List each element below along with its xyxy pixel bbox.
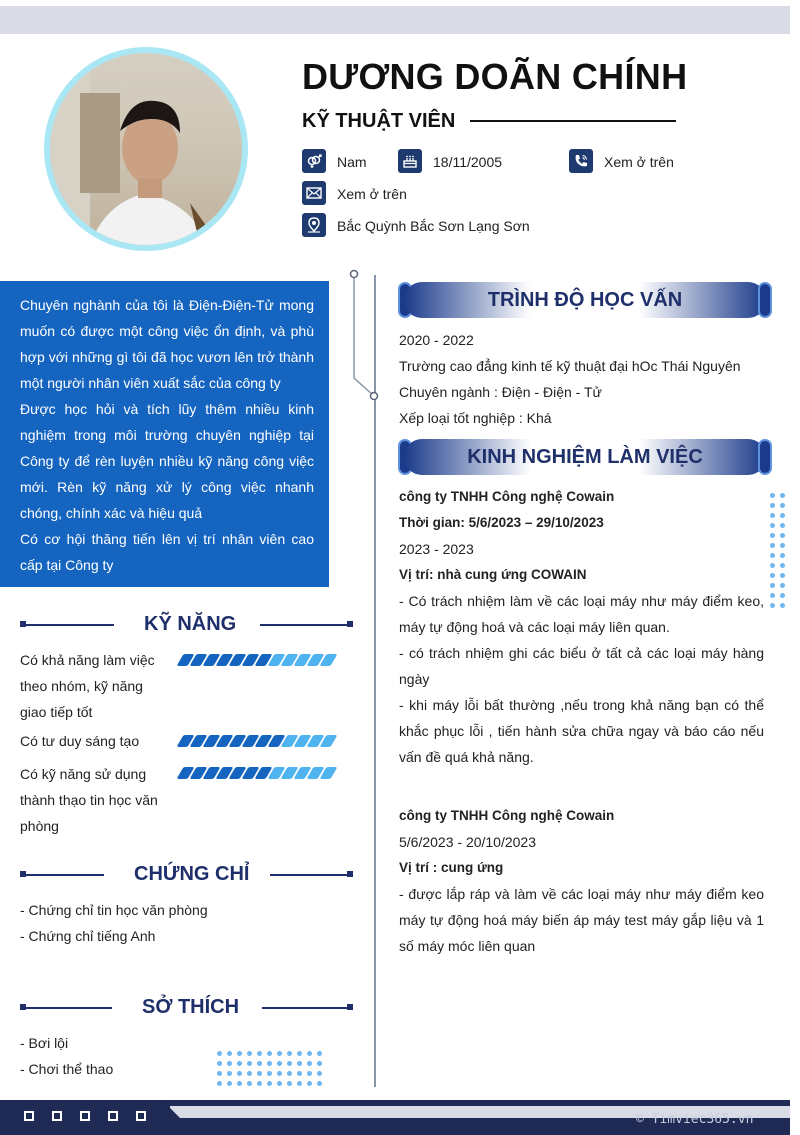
address-value: Bắc Quỳnh Bắc Sơn Lạng Sơn <box>337 218 530 234</box>
decorative-dot <box>237 1081 242 1086</box>
footer-square <box>108 1111 118 1121</box>
decorative-dot <box>217 1051 222 1056</box>
footer-notch <box>140 1098 180 1122</box>
footer-square <box>136 1111 146 1121</box>
skill-level-bar <box>180 767 334 779</box>
decorative-dot <box>317 1071 322 1076</box>
certificate-item: - Chứng chỉ tiếng Anh <box>20 928 156 944</box>
decorative-dot <box>277 1081 282 1086</box>
job-period: 2023 - 2023 <box>399 541 474 557</box>
email-value: Xem ở trên <box>337 186 407 202</box>
gender-icon <box>302 149 326 173</box>
watermark: © Timviec365.vn <box>636 1112 754 1127</box>
section-divider <box>270 874 350 876</box>
phone-icon <box>569 149 593 173</box>
decorative-dot <box>257 1071 262 1076</box>
decorative-dot <box>780 493 785 498</box>
banner-cap-right <box>758 282 772 318</box>
footer-squares <box>24 1111 146 1121</box>
decorative-dot <box>770 513 775 518</box>
decorative-dot <box>267 1071 272 1076</box>
section-marker <box>347 1004 353 1010</box>
section-divider <box>24 1007 112 1009</box>
skill-label: Có kỹ năng sử dụng thành thạo tin học văn phòng <box>20 766 158 834</box>
decorative-dot <box>277 1061 282 1066</box>
section-divider <box>260 624 350 626</box>
education-grade: Xếp loại tốt nghiệp : Khá <box>399 410 552 426</box>
title-divider <box>470 120 676 122</box>
footer-square <box>24 1111 34 1121</box>
decorative-dot <box>780 513 785 518</box>
skill-label: Có khả năng làm việc theo nhóm, kỹ năng giao tiếp tốt <box>20 652 155 720</box>
section-divider <box>24 624 114 626</box>
skill-label: Có tư duy sáng tạo <box>20 733 140 749</box>
decorative-dot <box>770 563 775 568</box>
decorative-dot <box>277 1051 282 1056</box>
objective-paragraph: Được học hỏi và tích lũy thêm nhiều kinh nghiệm trong môi trường chuyên nghiệp tại Công ty để rèn luyện nhiều kỹ năng công việc mới. Rèn kỹ năng xử lý công việc nhanh chóng, chính xác và hiệu quả <box>20 401 314 521</box>
education-school: Trường cao đẳng kinh tế kỹ thuật đại hOc Thái Nguyên <box>399 358 741 374</box>
decorative-dot <box>770 523 775 528</box>
decorative-dot <box>237 1051 242 1056</box>
gender-value: Nam <box>337 154 367 170</box>
job-time: Thời gian: 5/6/2023 – 29/10/2023 <box>399 515 604 530</box>
decorative-dot <box>297 1071 302 1076</box>
decorative-dot <box>297 1061 302 1066</box>
decorative-dot <box>317 1081 322 1086</box>
hobby-item: - Bơi lội <box>20 1035 69 1051</box>
decorative-dot <box>287 1071 292 1076</box>
job-position: Vị trí : cung ứng <box>399 860 504 875</box>
certificate-item: - Chứng chỉ tin học văn phòng <box>20 902 208 918</box>
decorative-dot <box>247 1051 252 1056</box>
job-title: KỸ THUẬT VIÊN <box>302 110 456 132</box>
decorative-dot <box>317 1061 322 1066</box>
decorative-dot <box>780 533 785 538</box>
job-company: công ty TNHH Công nghệ Cowain <box>399 808 615 823</box>
hobbies-heading: SỞ THÍCH <box>142 996 240 1018</box>
hobby-item: - Chơi thể thao <box>20 1061 114 1077</box>
decorative-dots <box>770 493 785 608</box>
objective-paragraph: Có cơ hội thăng tiến lên vị trí nhân viên cao cấp tại Công ty <box>20 531 314 573</box>
decorative-dot <box>780 543 785 548</box>
decorative-dot <box>227 1051 232 1056</box>
job-detail: - khi máy lỗi bất thường ,nếu trong khả năng bạn có thể khắc phục lỗi , tiến hành sửa chữa ngay và báo cáo nếu vấn đề quá khả năng. <box>399 697 764 765</box>
decorative-dot <box>297 1051 302 1056</box>
decorative-dot <box>247 1071 252 1076</box>
decorative-dot <box>267 1061 272 1066</box>
decorative-dot <box>770 503 775 508</box>
decorative-dot <box>287 1061 292 1066</box>
certificates-heading: CHỨNG CHỈ <box>134 863 250 885</box>
decorative-dot <box>780 573 785 578</box>
job-detail: - Có trách nhiệm làm về các loại máy như máy điểm keo, máy tự động hoá và các loại máy liên quan. <box>399 593 764 635</box>
section-divider <box>24 874 104 876</box>
banner-cap-right <box>758 439 772 475</box>
decorative-dot <box>317 1051 322 1056</box>
decorative-dot <box>257 1051 262 1056</box>
decorative-dot <box>237 1071 242 1076</box>
skill-level-bar <box>180 735 334 747</box>
education-banner <box>404 282 766 318</box>
decorative-dot <box>307 1061 312 1066</box>
footer-square <box>80 1111 90 1121</box>
timeline-connector <box>345 266 385 406</box>
decorative-dot <box>307 1051 312 1056</box>
decorative-dot <box>227 1061 232 1066</box>
section-divider <box>262 1007 350 1009</box>
decorative-dot <box>227 1081 232 1086</box>
section-marker <box>347 871 353 877</box>
decorative-dot <box>780 593 785 598</box>
decorative-dot <box>267 1051 272 1056</box>
decorative-dot <box>307 1071 312 1076</box>
decorative-dot <box>770 593 775 598</box>
job-detail: - được lắp ráp và làm về các loại máy như máy điểm keo máy tự động hoá máy biến áp máy test máy gắp liệu và 1 số máy móc liên quan <box>399 886 764 954</box>
mail-icon <box>302 181 326 205</box>
decorative-dot <box>227 1071 232 1076</box>
decorative-dot <box>217 1081 222 1086</box>
job-detail: - có trách nhiệm ghi các biểu ở tất cả các loại máy hàng ngày <box>399 645 764 687</box>
decorative-dot <box>780 553 785 558</box>
decorative-dot <box>287 1051 292 1056</box>
decorative-dot <box>217 1071 222 1076</box>
objective-text <box>20 292 314 578</box>
birthday-value: 18/11/2005 <box>433 154 503 170</box>
education-major: Chuyên ngành : Điện - Điện - Tử <box>399 384 602 400</box>
job-period: 5/6/2023 - 20/10/2023 <box>399 834 537 850</box>
decorative-dot <box>247 1081 252 1086</box>
decorative-dot <box>257 1081 262 1086</box>
decorative-dot <box>277 1071 282 1076</box>
avatar <box>50 53 242 245</box>
education-details <box>399 327 764 431</box>
decorative-dot <box>780 603 785 608</box>
decorative-dot <box>770 543 775 548</box>
cake-icon <box>398 149 422 173</box>
decorative-dot <box>770 553 775 558</box>
candidate-name: DƯƠNG DOÃN CHÍNH <box>302 56 688 97</box>
objective-paragraph: Chuyên nghành của tôi là Điện-Điện-Tử mong muốn có được một công việc ổn định, và phù hợp với những gì tôi đã học vươn lên trở thành một người nhân viên xuất sắc của công ty <box>20 297 314 391</box>
decorative-dot <box>770 573 775 578</box>
experience-job <box>399 803 764 959</box>
phone-value: Xem ở trên <box>604 154 674 170</box>
decorative-dot <box>770 493 775 498</box>
education-heading: TRÌNH ĐỘ HỌC VẤN <box>487 288 683 311</box>
decorative-dot <box>257 1061 262 1066</box>
experience-job <box>399 484 764 770</box>
decorative-dot <box>770 603 775 608</box>
decorative-dot <box>237 1061 242 1066</box>
top-bar <box>0 6 790 34</box>
page-edge <box>790 0 800 1135</box>
decorative-dot <box>247 1061 252 1066</box>
job-company: công ty TNHH Công nghệ Cowain <box>399 489 615 504</box>
footer-square <box>52 1111 62 1121</box>
experience-heading: KINH NGHIỆM LÀM VIỆC <box>467 445 703 468</box>
decorative-dots <box>217 1051 322 1086</box>
decorative-dot <box>287 1081 292 1086</box>
education-period: 2020 - 2022 <box>399 332 474 348</box>
decorative-dot <box>770 533 775 538</box>
decorative-dot <box>307 1081 312 1086</box>
decorative-dot <box>780 583 785 588</box>
decorative-dot <box>267 1081 272 1086</box>
experience-banner <box>404 439 766 475</box>
decorative-dot <box>297 1081 302 1086</box>
decorative-dot <box>780 523 785 528</box>
location-icon <box>302 213 326 237</box>
decorative-dot <box>217 1061 222 1066</box>
decorative-dot <box>780 503 785 508</box>
skill-level-bar <box>180 654 334 666</box>
skills-heading: KỸ NĂNG <box>144 613 237 635</box>
decorative-dot <box>780 563 785 568</box>
decorative-dot <box>770 583 775 588</box>
section-marker <box>347 621 353 627</box>
job-position: Vị trí: nhà cung ứng COWAIN <box>399 567 587 582</box>
